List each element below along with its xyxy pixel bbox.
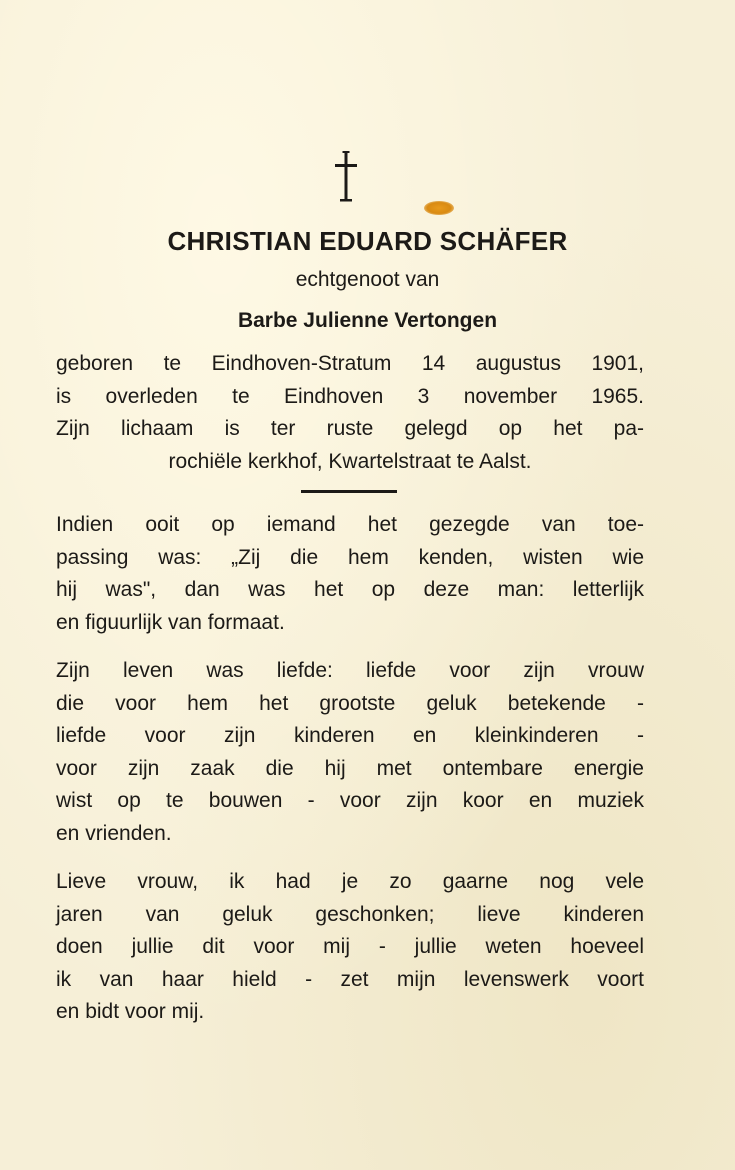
paragraph-life <box>56 655 644 850</box>
text-line: passing was: „Zij die hem kenden, wisten wie <box>56 545 644 569</box>
text-line: wist op te bouwen - voor zijn koor en muziek <box>56 789 644 812</box>
text-line: voor zijn zaak die hij met ontembare energie <box>56 756 644 780</box>
paragraph-farewell <box>56 866 644 1029</box>
text-line: hij was", dan was het op deze man: letterlijk <box>56 578 644 601</box>
text-line: doen jullie dit voor mij - jullie weten hoeveel <box>56 935 644 958</box>
text-line: Zijn lichaam is ter ruste gelegd op het pa- <box>56 417 644 440</box>
cross-icon <box>333 150 359 202</box>
text-line: liefde voor zijn kinderen en kleinkinderen - <box>56 724 644 747</box>
text-line: jaren van geluk geschonken; lieve kinderen <box>56 902 644 926</box>
text-line: ik van haar hield - zet mijn levenswerk voort <box>56 967 644 991</box>
text-line: en figuurlijk van formaat. <box>56 610 285 634</box>
stain-mark <box>424 201 454 215</box>
text-line: en vrienden. <box>56 821 172 845</box>
text-line: Zijn leven was liefde: liefde voor zijn vrouw <box>56 659 644 682</box>
text-line: is overleden te Eindhoven 3 november 1965. <box>56 384 644 408</box>
text-line: Lieve vrouw, ik had je zo gaarne nog vele <box>56 870 644 893</box>
paragraph-reputation <box>56 509 644 639</box>
text-line: die voor hem het grootste geluk betekende - <box>56 691 644 715</box>
biography-paragraph <box>56 348 644 478</box>
text-line: en bidt voor mij. <box>56 1000 205 1023</box>
text-line: Indien ooit op iemand het gezegde van toe- <box>56 513 644 536</box>
divider <box>301 490 397 493</box>
text-line: geboren te Eindhoven-Stratum 14 augustus 1901, <box>56 352 644 375</box>
deceased-name: CHRISTIAN EDUARD SCHÄFER <box>167 226 568 256</box>
text-line: rochiële kerkhof, Kwartelstraat te Aalst. <box>168 449 532 473</box>
spouse-name: Barbe Julienne Vertongen <box>237 309 498 332</box>
spouse-label: echtgenoot van <box>295 268 440 291</box>
